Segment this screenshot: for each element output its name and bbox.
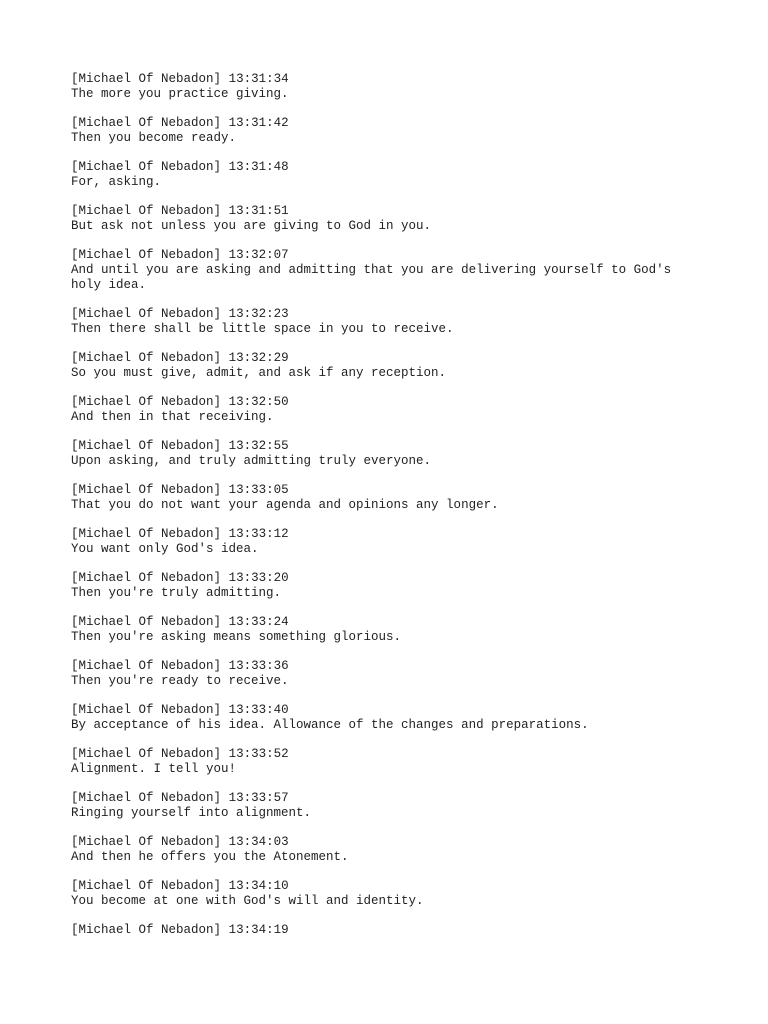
timestamp: 13:34:10 xyxy=(228,879,289,893)
entry-header xyxy=(71,351,751,366)
entry-header xyxy=(71,248,751,263)
speaker-name: Michael Of Nebadon xyxy=(78,879,214,893)
entry-header xyxy=(71,571,751,586)
entry-text: But ask not unless you are giving to God in you. xyxy=(71,219,432,233)
bracket-close: ] xyxy=(213,747,229,761)
bracket-open: [ xyxy=(71,923,79,937)
entry-header xyxy=(71,659,751,674)
entry-header xyxy=(71,527,751,542)
speaker-name: Michael Of Nebadon xyxy=(78,703,214,717)
entry-text: Then you become ready. xyxy=(71,131,237,145)
bracket-open: [ xyxy=(71,204,79,218)
transcript-entry xyxy=(71,923,751,938)
bracket-open: [ xyxy=(71,439,79,453)
timestamp: 13:31:48 xyxy=(228,160,289,174)
bracket-open: [ xyxy=(71,307,79,321)
entry-text: Then you're asking means something glorious. xyxy=(71,630,402,644)
bracket-open: [ xyxy=(71,72,79,86)
timestamp: 13:33:20 xyxy=(228,571,289,585)
timestamp: 13:34:03 xyxy=(228,835,289,849)
speaker-name: Michael Of Nebadon xyxy=(78,835,214,849)
bracket-close: ] xyxy=(213,395,229,409)
entry-text: Then you're truly admitting. xyxy=(71,586,282,600)
speaker-name: Michael Of Nebadon xyxy=(78,395,214,409)
bracket-open: [ xyxy=(71,116,79,130)
speaker-name: Michael Of Nebadon xyxy=(78,351,214,365)
entry-text: You want only God's idea. xyxy=(71,542,259,556)
timestamp: 13:33:12 xyxy=(228,527,289,541)
bracket-open: [ xyxy=(71,351,79,365)
entry-text: That you do not want your agenda and opinions any longer. xyxy=(71,498,499,512)
transcript-entry xyxy=(71,160,751,190)
timestamp: 13:33:52 xyxy=(228,747,289,761)
transcript-entry xyxy=(71,879,751,909)
speaker-name: Michael Of Nebadon xyxy=(78,791,214,805)
speaker-name: Michael Of Nebadon xyxy=(78,160,214,174)
speaker-name: Michael Of Nebadon xyxy=(78,72,214,86)
bracket-close: ] xyxy=(213,571,229,585)
timestamp: 13:32:23 xyxy=(228,307,289,321)
speaker-name: Michael Of Nebadon xyxy=(78,923,214,937)
entry-header xyxy=(71,879,751,894)
bracket-open: [ xyxy=(71,527,79,541)
transcript-entry xyxy=(71,835,751,865)
bracket-open: [ xyxy=(71,615,79,629)
bracket-close: ] xyxy=(213,923,229,937)
transcript-entry xyxy=(71,615,751,645)
bracket-close: ] xyxy=(213,527,229,541)
bracket-close: ] xyxy=(213,879,229,893)
entry-text: The more you practice giving. xyxy=(71,87,289,101)
entry-text: And until you are asking and admitting that you are delivering yourself to God's holy idea. xyxy=(71,263,672,292)
bracket-close: ] xyxy=(213,791,229,805)
speaker-name: Michael Of Nebadon xyxy=(78,659,214,673)
timestamp: 13:32:55 xyxy=(228,439,289,453)
bracket-open: [ xyxy=(71,791,79,805)
timestamp: 13:33:40 xyxy=(228,703,289,717)
bracket-close: ] xyxy=(213,483,229,497)
bracket-open: [ xyxy=(71,571,79,585)
entry-header xyxy=(71,439,751,454)
entry-header xyxy=(71,835,751,850)
entry-header xyxy=(71,307,751,322)
speaker-name: Michael Of Nebadon xyxy=(78,439,214,453)
entry-header xyxy=(71,923,751,938)
bracket-close: ] xyxy=(213,307,229,321)
speaker-name: Michael Of Nebadon xyxy=(78,571,214,585)
entry-text: By acceptance of his idea. Allowance of the changes and preparations. xyxy=(71,718,589,732)
bracket-close: ] xyxy=(213,72,229,86)
timestamp: 13:31:34 xyxy=(228,72,289,86)
bracket-close: ] xyxy=(213,439,229,453)
entry-text: Ringing yourself into alignment. xyxy=(71,806,312,820)
transcript xyxy=(71,72,751,952)
speaker-name: Michael Of Nebadon xyxy=(78,307,214,321)
bracket-close: ] xyxy=(213,659,229,673)
entry-text: Then you're ready to receive. xyxy=(71,674,289,688)
transcript-entry xyxy=(71,351,751,381)
speaker-name: Michael Of Nebadon xyxy=(78,204,214,218)
timestamp: 13:33:24 xyxy=(228,615,289,629)
bracket-open: [ xyxy=(71,659,79,673)
entry-header xyxy=(71,483,751,498)
entry-header xyxy=(71,395,751,410)
speaker-name: Michael Of Nebadon xyxy=(78,248,214,262)
transcript-entry xyxy=(71,395,751,425)
bracket-open: [ xyxy=(71,395,79,409)
bracket-close: ] xyxy=(213,204,229,218)
transcript-entry xyxy=(71,248,751,293)
entry-text: And then in that receiving. xyxy=(71,410,274,424)
speaker-name: Michael Of Nebadon xyxy=(78,483,214,497)
transcript-entry xyxy=(71,791,751,821)
transcript-entry xyxy=(71,747,751,777)
transcript-entry xyxy=(71,527,751,557)
speaker-name: Michael Of Nebadon xyxy=(78,747,214,761)
transcript-entry xyxy=(71,439,751,469)
transcript-entry xyxy=(71,116,751,146)
timestamp: 13:33:05 xyxy=(228,483,289,497)
entry-header xyxy=(71,747,751,762)
timestamp: 13:33:36 xyxy=(228,659,289,673)
bracket-close: ] xyxy=(213,248,229,262)
entry-header xyxy=(71,615,751,630)
entry-header xyxy=(71,703,751,718)
transcript-entry xyxy=(71,571,751,601)
speaker-name: Michael Of Nebadon xyxy=(78,615,214,629)
entry-text: You become at one with God's will and identity. xyxy=(71,894,424,908)
entry-header xyxy=(71,791,751,806)
transcript-entry xyxy=(71,307,751,337)
entry-header xyxy=(71,72,751,87)
transcript-entry xyxy=(71,703,751,733)
entry-text: Upon asking, and truly admitting truly everyone. xyxy=(71,454,432,468)
speaker-name: Michael Of Nebadon xyxy=(78,527,214,541)
timestamp: 13:33:57 xyxy=(228,791,289,805)
entry-text: Alignment. I tell you! xyxy=(71,762,237,776)
transcript-entry xyxy=(71,483,751,513)
timestamp: 13:34:19 xyxy=(228,923,289,937)
bracket-open: [ xyxy=(71,160,79,174)
speaker-name: Michael Of Nebadon xyxy=(78,116,214,130)
entry-text: So you must give, admit, and ask if any reception. xyxy=(71,366,447,380)
bracket-open: [ xyxy=(71,835,79,849)
entry-header xyxy=(71,116,751,131)
timestamp: 13:31:42 xyxy=(228,116,289,130)
transcript-entry xyxy=(71,204,751,234)
bracket-open: [ xyxy=(71,483,79,497)
bracket-close: ] xyxy=(213,160,229,174)
transcript-entry xyxy=(71,72,751,102)
bracket-open: [ xyxy=(71,248,79,262)
bracket-open: [ xyxy=(71,703,79,717)
timestamp: 13:31:51 xyxy=(228,204,289,218)
entry-text: For, asking. xyxy=(71,175,162,189)
bracket-open: [ xyxy=(71,747,79,761)
bracket-close: ] xyxy=(213,116,229,130)
bracket-open: [ xyxy=(71,879,79,893)
bracket-close: ] xyxy=(213,351,229,365)
transcript-entry xyxy=(71,659,751,689)
entry-text: And then he offers you the Atonement. xyxy=(71,850,349,864)
entry-text: Then there shall be little space in you to receive. xyxy=(71,322,454,336)
timestamp: 13:32:07 xyxy=(228,248,289,262)
timestamp: 13:32:29 xyxy=(228,351,289,365)
bracket-close: ] xyxy=(213,703,229,717)
bracket-close: ] xyxy=(213,835,229,849)
timestamp: 13:32:50 xyxy=(228,395,289,409)
bracket-close: ] xyxy=(213,615,229,629)
entry-header xyxy=(71,204,751,219)
entry-header xyxy=(71,160,751,175)
